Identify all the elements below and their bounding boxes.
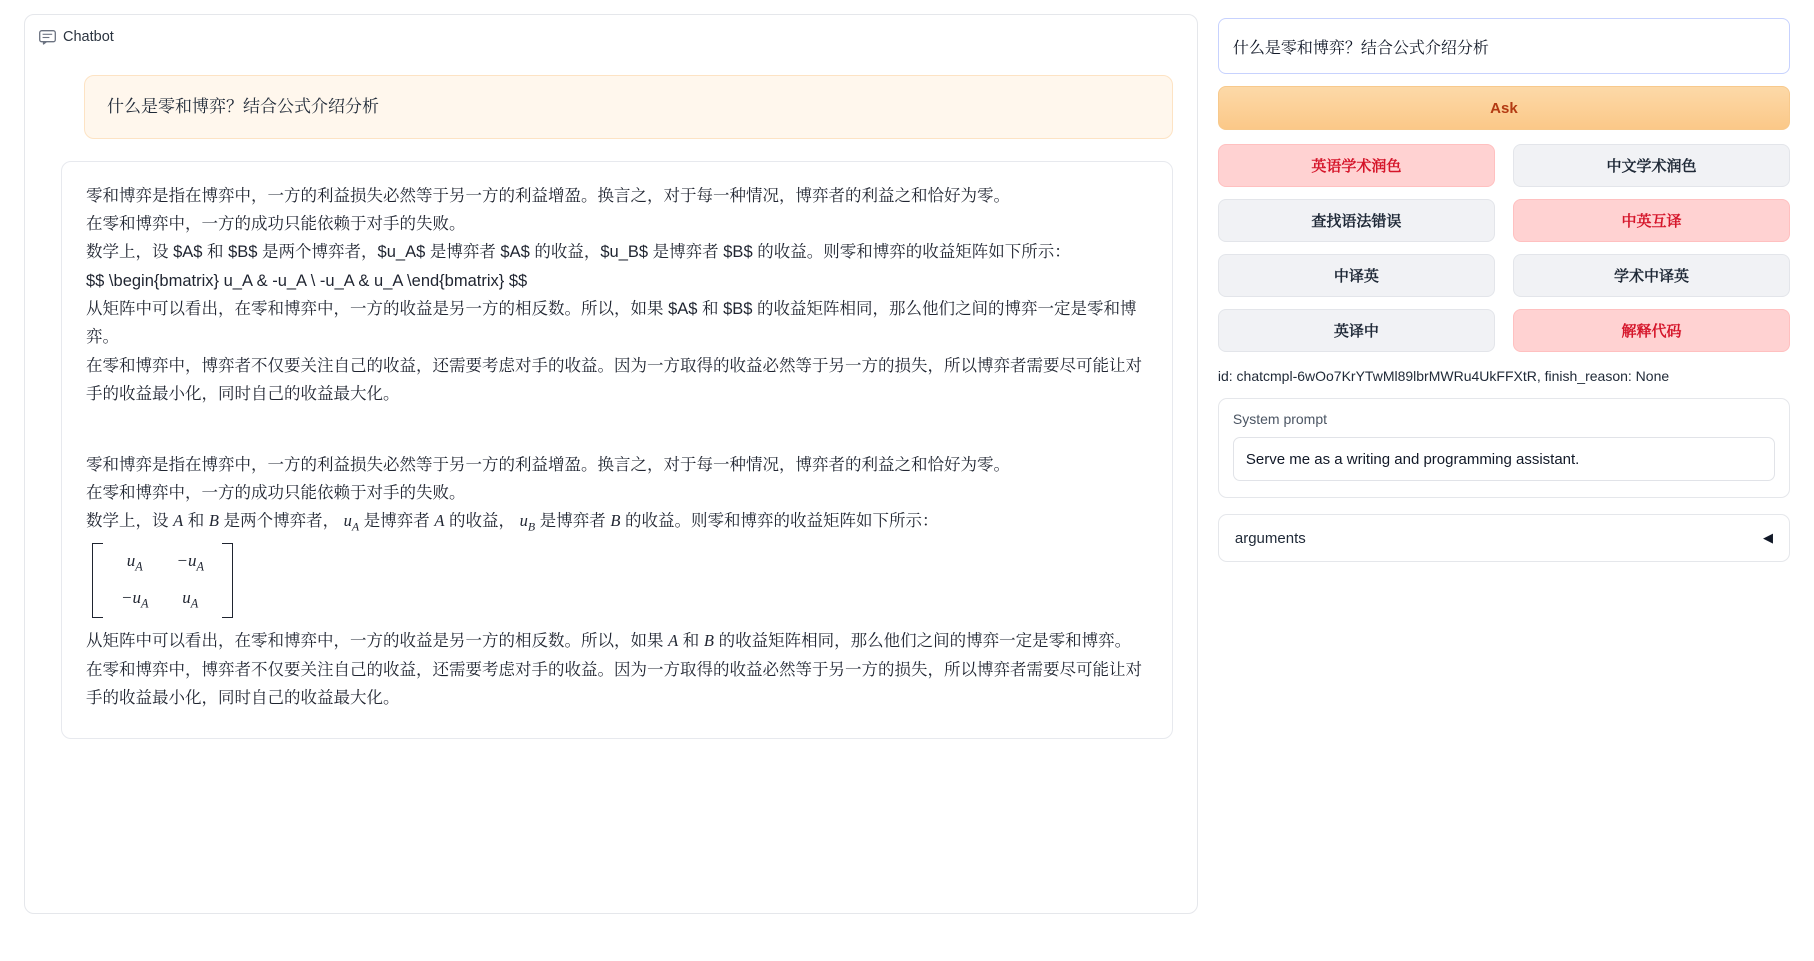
system-prompt-input[interactable]	[1233, 437, 1775, 481]
bot-rendered-line-3	[86, 507, 1148, 537]
bot-raw-line-5: 从矩阵中可以看出，在零和博弈中，一方的收益是另一方的相反数。所以，如果 $A$ 和 $B$ 的收益矩阵相同，那么他们之间的博弈一定是零和博弈。	[86, 300, 1137, 347]
math-sub-a: A	[351, 519, 360, 534]
bot-rendered-line-1: 零和博弈是指在博弈中，一方的利益损失必然等于另一方的利益增盈。换言之，对于每一种情况，博弈者的利益之和恰好为零。	[86, 455, 1010, 474]
bot-rendered-line-5	[86, 627, 1148, 655]
controls-panel	[1218, 14, 1790, 961]
bot-raw-line-4: $$ \begin{bmatrix} u_A & -u_A \ -u_A & u_A \end{bmatrix} $$	[86, 271, 528, 290]
matrix-cell: $u_A$	[126, 550, 143, 574]
matrix-bracket-left	[92, 543, 103, 618]
response-meta: id: chatcmpl-6wOo7KrYTwMl89lbrMWRu4UkFFXtR, finish_reason: None	[1217, 368, 1670, 384]
bot-message-raw	[86, 182, 1148, 409]
matrix-bracket-right	[222, 543, 233, 618]
matrix-cell: $u_A$	[182, 588, 199, 611]
matrix-row	[107, 543, 218, 580]
payoff-matrix	[92, 543, 233, 618]
rendered-text: 的收益。则零和博弈的收益矩阵如下所示：	[625, 512, 939, 531]
math-var-a: A	[668, 631, 679, 651]
bot-rendered-line-6: 在零和博弈中，博弈者不仅要关注自己的收益，还需要考虑对手的收益。因为一方取得的收益必然等于另一方的损失，所以博弈者需要尽可能让对手的收益最小化，同时自己的收益最大化。	[86, 660, 1142, 707]
preset-button-find-grammar-errors[interactable]: 查找语法错误	[1218, 199, 1495, 242]
chevron-left-icon[interactable]: ◀	[1763, 530, 1773, 545]
chatbot-panel-label	[39, 29, 114, 45]
bot-raw-line-2: 在零和博弈中，一方的成功只能依赖于对手的失败。	[86, 214, 466, 233]
bot-rendered-line-2: 在零和博弈中，一方的成功只能依赖于对手的失败。	[86, 483, 466, 502]
rendered-text: 是博弈者	[539, 512, 606, 531]
matrix-cell: $-u_A$	[176, 550, 204, 574]
arguments-accordion-label: arguments	[1234, 529, 1306, 547]
math-sub-b: B	[527, 519, 536, 534]
preset-button-academic-zh-to-en[interactable]: 学术中译英	[1513, 254, 1790, 297]
rendered-text: 和	[187, 512, 205, 531]
matrix-table	[107, 543, 218, 618]
preset-button-explain-code[interactable]: 解释代码	[1513, 309, 1790, 352]
chat-bubble-icon	[39, 30, 56, 45]
math-var-b: B	[610, 511, 621, 531]
bot-raw-line-3: 数学上，设 $A$ 和 $B$ 是两个博弈者，$u_A$ 是博弈者 $A$ 的收益，$u_B$ 是博弈者 $B$ 的收益。则零和博弈的收益矩阵如下所示：	[86, 243, 1071, 262]
chatbot-panel-title: Chatbot	[63, 29, 114, 45]
preset-button-chinese-polish[interactable]: 中文学术润色	[1513, 144, 1790, 187]
preset-button-en-to-zh[interactable]: 英译中	[1218, 309, 1495, 352]
math-var-a: A	[173, 511, 184, 531]
rendered-text: 和	[682, 632, 700, 651]
rendered-text: 的收益，	[449, 512, 516, 531]
preset-button-zh-to-en[interactable]: 中译英	[1218, 254, 1495, 297]
rendered-text: 是两个博弈者，	[223, 512, 340, 531]
rendered-text: 数学上，设	[86, 512, 169, 531]
preset-button-zh-en-mutual[interactable]: 中英互译	[1513, 199, 1790, 242]
preset-button-grid	[1218, 144, 1790, 352]
bot-message-rendered	[86, 451, 1148, 713]
rendered-text: 是博弈者	[363, 512, 430, 531]
arguments-accordion[interactable]	[1218, 514, 1790, 562]
math-var-b: B	[703, 631, 714, 651]
rendered-text: 从矩阵中可以看出，在零和博弈中，一方的收益是另一方的相反数。所以，如果	[86, 632, 664, 651]
chat-message-list	[39, 63, 1183, 899]
math-var-u: u	[343, 511, 352, 531]
user-message-text: 什么是零和博弈？结合公式介绍分析	[107, 97, 379, 116]
ask-button[interactable]: Ask	[1218, 86, 1790, 130]
system-prompt-label: System prompt	[1232, 411, 1328, 427]
matrix-row	[107, 580, 218, 617]
preset-button-english-polish[interactable]: 英语学术润色	[1218, 144, 1495, 187]
math-var-a: A	[434, 511, 445, 531]
rendered-text: 的收益矩阵相同，那么他们之间的博弈一定是零和博弈。	[718, 632, 1132, 651]
math-var-b: B	[208, 511, 219, 531]
system-prompt-card	[1218, 398, 1790, 498]
prompt-input[interactable]	[1218, 18, 1790, 74]
bot-raw-line-1: 零和博弈是指在博弈中，一方的利益损失必然等于另一方的利益增盈。换言之，对于每一种情况，博弈者的利益之和恰好为零。	[86, 186, 1010, 205]
bot-message-bubble	[61, 161, 1173, 740]
math-var-u: u	[519, 511, 528, 531]
chatbot-panel	[24, 14, 1198, 914]
user-message-bubble	[84, 75, 1173, 139]
bot-raw-line-6: 在零和博弈中，博弈者不仅要关注自己的收益，还需要考虑对手的收益。因为一方取得的收益必然等于另一方的损失，所以博弈者需要尽可能让对手的收益最小化，同时自己的收益最大化。	[86, 356, 1142, 404]
matrix-cell: $-u_A$	[121, 588, 149, 611]
